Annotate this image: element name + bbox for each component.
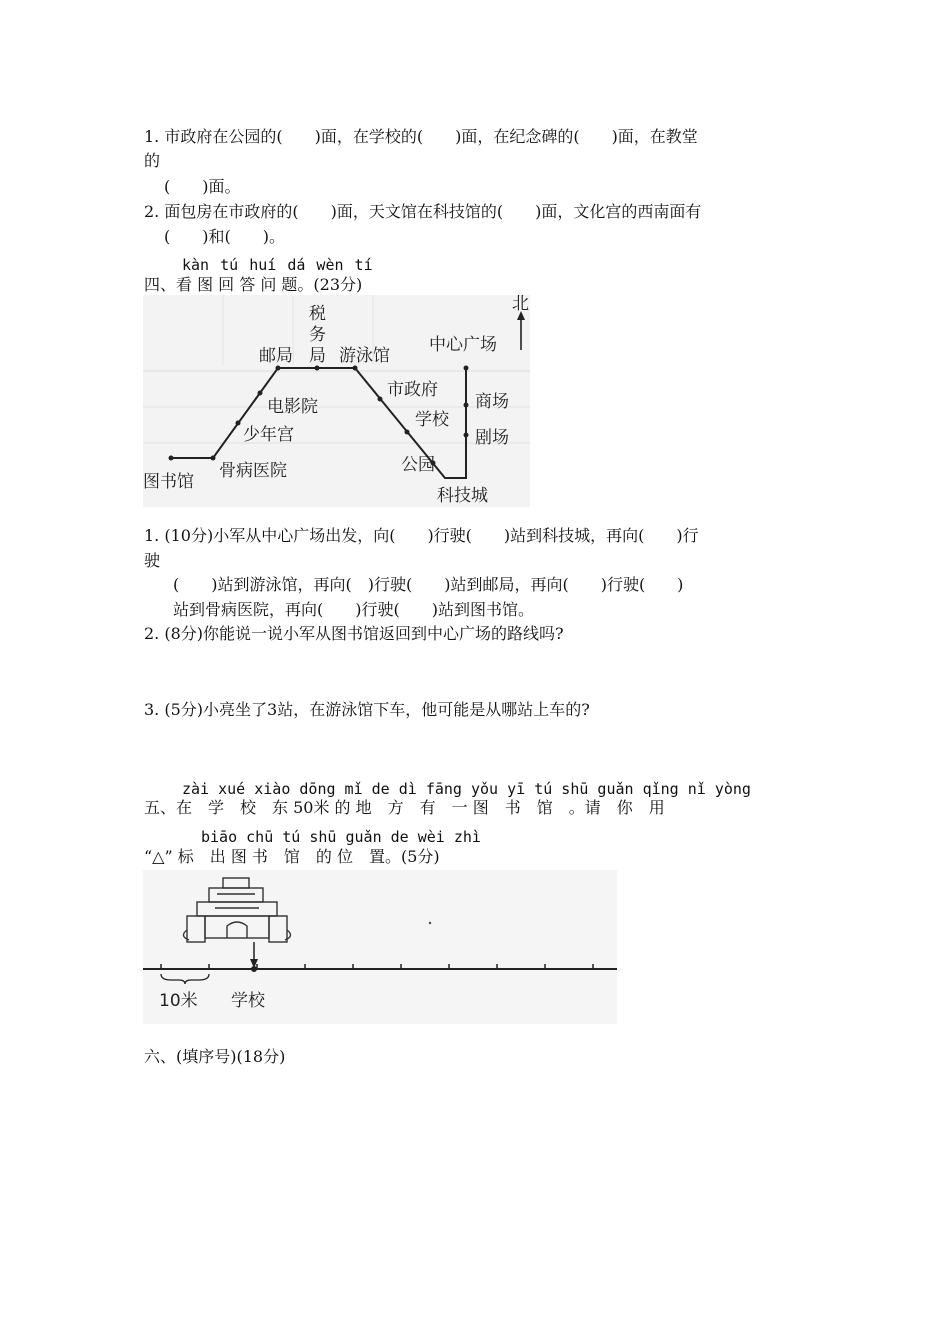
s5-line2: “△” 标 出 图 书 馆 的 位 置。(5分) bbox=[144, 847, 440, 866]
s3-q2-line2: ( )和( )。 bbox=[164, 227, 285, 246]
s4-q1-line1: 1. (10分)小军从中心广场出发，向( )行驶( )站到科技城，再向( )行 bbox=[144, 526, 699, 545]
school-label: 学校 bbox=[231, 991, 265, 1011]
map-park: 公园 bbox=[401, 455, 435, 475]
s4-q2: 2. (8分)你能说一说小军从图书馆返回到中心广场的路线吗? bbox=[144, 624, 564, 643]
s4-q1-line3: 站到骨病医院，再向( )行驶( )站到图书馆。 bbox=[173, 600, 534, 619]
map-school: 学校 bbox=[415, 410, 449, 430]
s4-q1-line1b: 驶 bbox=[144, 551, 161, 570]
s5-line1: 五、在 学 校 东 50米 的 地 方 有 一 图 书 馆 。请 你 用 bbox=[144, 798, 665, 817]
s3-q1-line2: ( )面。 bbox=[164, 177, 241, 196]
map-pool: 游泳馆 bbox=[339, 346, 390, 366]
map-center: 中心广场 bbox=[429, 335, 497, 355]
map-hospital: 骨病医院 bbox=[219, 461, 287, 481]
map-tax-2: 务 bbox=[309, 325, 326, 345]
bus-route-map bbox=[143, 295, 530, 507]
s5-pinyin1: zài xué xiào dōng mǐ de dì fāng yǒu yī tú shū guǎn qǐng nǐ yòng bbox=[182, 780, 751, 798]
map-tech: 科技城 bbox=[437, 486, 488, 506]
map-mall: 商场 bbox=[475, 392, 509, 412]
s4-pinyin: kàn tú huí dá wèn tí bbox=[182, 256, 373, 274]
map-library: 图书馆 bbox=[143, 472, 194, 492]
s4-q1-line2: ( )站到游泳馆，再向( )行驶( )站到邮局，再向( )行驶( ) bbox=[173, 575, 684, 594]
school-number-line-figure bbox=[143, 870, 617, 1024]
s3-q1-line1b: 的 bbox=[144, 151, 161, 170]
map-tax-3: 局 bbox=[309, 346, 326, 366]
s4-title: 四、看 图 回 答 问 题。(23分) bbox=[144, 275, 363, 294]
map-tax-1: 税 bbox=[309, 304, 326, 324]
map-city-hall: 市政府 bbox=[387, 380, 438, 400]
map-north: 北 bbox=[512, 295, 529, 314]
s4-q3: 3. (5分)小亮坐了3站，在游泳馆下车，他可能是从哪站上车的? bbox=[144, 700, 590, 719]
scale-label: 10米 bbox=[159, 991, 198, 1011]
map-cinema: 电影院 bbox=[267, 397, 318, 417]
map-youth: 少年宫 bbox=[243, 425, 294, 445]
s3-q1-line1: 1. 市政府在公园的( )面，在学校的( )面，在纪念碑的( )面，在教堂 bbox=[144, 127, 698, 146]
s5-pinyin2: biāo chū tú shū guǎn de wèi zhì bbox=[201, 828, 481, 846]
s3-q2-line1: 2. 面包房在市政府的( )面，天文馆在科技馆的( )面，文化宫的西南面有 bbox=[144, 202, 702, 221]
s6-title: 六、(填序号)(18分) bbox=[144, 1047, 286, 1066]
map-theater: 剧场 bbox=[475, 428, 509, 448]
map-post: 邮局 bbox=[259, 346, 293, 366]
